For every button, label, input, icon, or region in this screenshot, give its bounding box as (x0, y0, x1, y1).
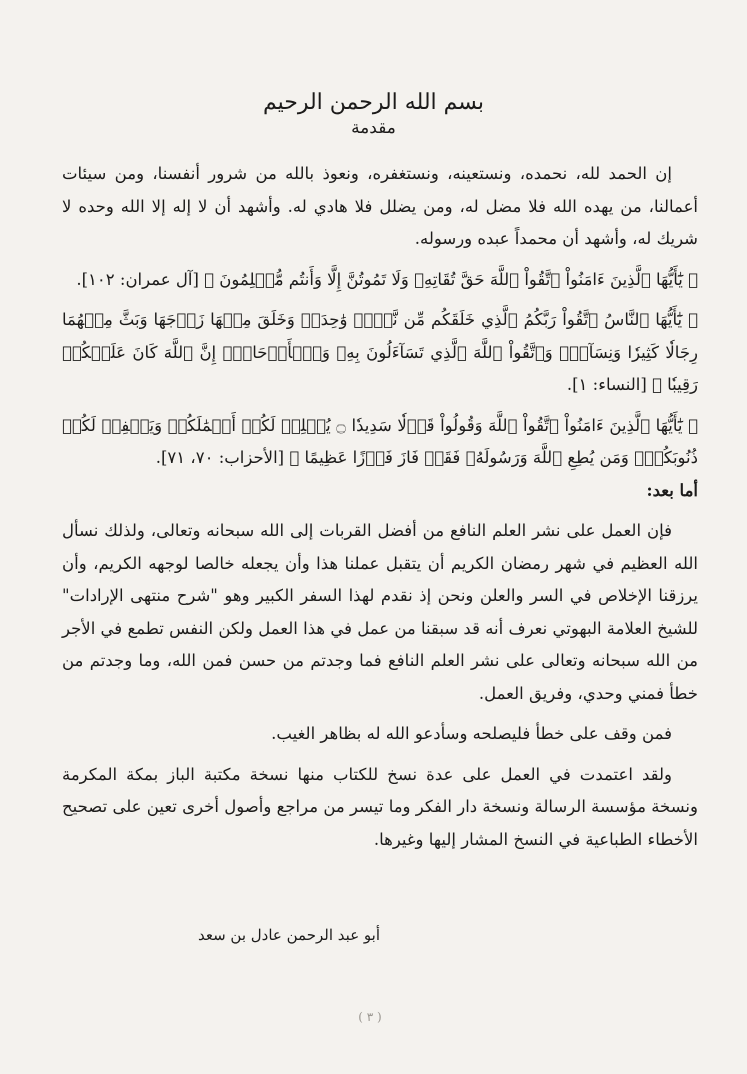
page-number: ( ٣ ) (358, 1010, 382, 1024)
opening-paragraph: إن الحمد لله، نحمده، ونستعينه، ونستغفره، ونعوذ بالله من شرور أنفسنا، ومن سيئات أعمالنا، من يهده الله فلا مضل له، ومن يضلل فلا هادي له. وأشهد أن لا إله إلا الله وحده لا شريك له، وأشهد أن محمداً عبده ورسوله. (62, 164, 698, 248)
amma-baad-label: أما بعد: (646, 480, 698, 500)
quran-verse-al-imran: ﴿ يَٰٓأَيُّهَا ٱلَّذِينَ ءَامَنُواْ ٱتَّقُواْ ٱللَّهَ حَقَّ تُقَاتِهِۦ وَلَا تَمُوتُنَّ إِلَّا وَأَنتُم مُّسۡلِمُونَ ﴾ [آل عمران: ١٠٢]. (76, 269, 698, 289)
correction-paragraph: فمن وقف على خطأ فليصلحه وسأدعو الله له بظاهر الغيب. (271, 724, 672, 743)
sources-paragraph: ولقد اعتمدت في العمل على عدة نسخ للكتاب منها نسخة مكتبة الباز بمكة المكرمة ونسخة مؤسسة الرسالة ونسخة دار الفكر وما تيسر من مراجع وأصول أخرى تعين على تصحيح الأخطاء الطباعية في النسخ المشار إليها وغيرها. (62, 764, 698, 849)
document-body (62, 158, 698, 856)
basmala: بسم الله الرحمن الرحيم (262, 90, 485, 115)
section-heading: مقدمة (351, 118, 396, 138)
quran-verse-an-nisa: ﴿ يَٰٓأَيُّهَا ٱلنَّاسُ ٱتَّقُواْ رَبَّكُمُ ٱلَّذِي خَلَقَكُم مِّن نَّفۡسٖ وَٰحِدَةٖ وَخَلَقَ مِنۡهَا زَوۡجَهَا وَبَثَّ مِنۡهُمَا رِجَالٗا كَثِيرٗا وَنِسَآءٗۚ وَٱتَّقُواْ ٱللَّهَ ٱلَّذِي تَسَآءَلُونَ بِهِۦ وَٱلۡأَرۡحَامَۚ إِنَّ ٱللَّهَ كَانَ عَلَيۡكُمۡ رَقِيبٗا ﴾ [النساء: ١]. (62, 310, 698, 394)
author-signature: أبو عبد الرحمن عادل بن سعد (197, 926, 380, 944)
intro-paragraph: فإن العمل على نشر العلم النافع من أفضل القربات إلى الله سبحانه وتعالى، ولذلك نسأل الله العظيم في شهر رمضان الكريم أن يتقبل عملنا هذا وأن يجعله خالصا لوجهه الكريم، وأن يرزقنا الإخلاص في السر والعلن ونحن إذ نقدم لهذا السفر الكبير وهو "شرح منتهى الإرادات" للشيخ العلامة البهوتي نعرف أنه قد سبقنا من عمل في هذا العمل ولكن النفس تطمع في الأجر من الله سبحانه وتعالى على نشر العلم النافع فما وجدتم من حسن فمن الله، وما وجدتم من خطأ فمني وحدي، وفريق العمل. (62, 521, 698, 703)
quran-verse-al-ahzab: ﴿ يَٰٓأَيُّهَا ٱلَّذِينَ ءَامَنُواْ ٱتَّقُواْ ٱللَّهَ وَقُولُواْ قَوۡلٗا سَدِيدٗا ۝ يُصۡلِحۡ لَكُمۡ أَعۡمَٰلَكُمۡ وَيَغۡفِرۡ لَكُمۡ ذُنُوبَكُمۡۗ وَمَن يُطِعِ ٱللَّهَ وَرَسُولَهُۥ فَقَدۡ فَازَ فَوۡزًا عَظِيمًا ﴾ [الأحزاب: ٧٠، ٧١]. (62, 415, 698, 467)
